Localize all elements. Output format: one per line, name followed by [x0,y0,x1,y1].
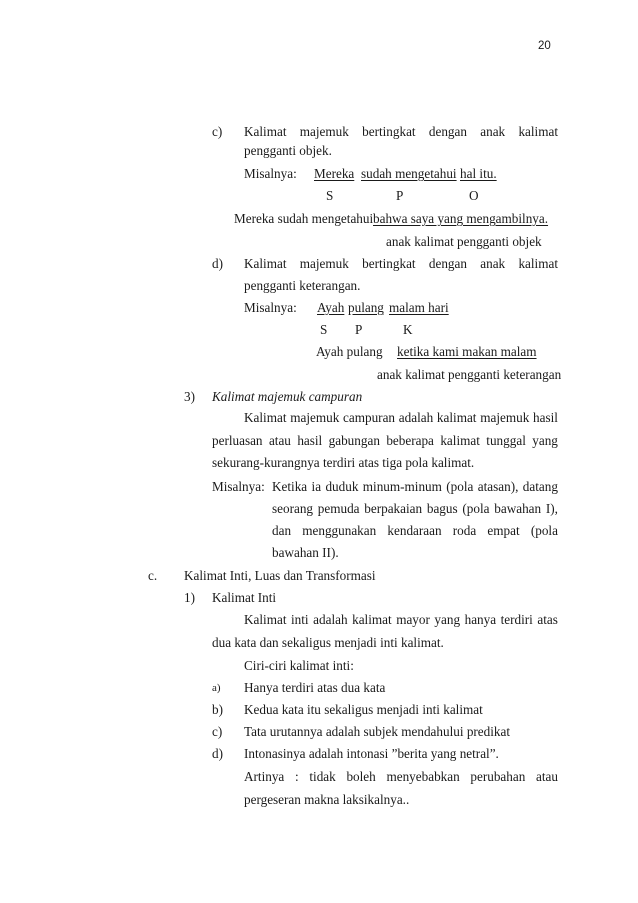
feature-c-marker: c) [212,724,223,739]
section-3-example-line3-word: empat [487,523,520,538]
sub1-para-line1-word: Kalimat [244,612,287,627]
section-3-example-line1-word: (pola [446,479,474,494]
item-c-example-word-2: sudah mengetahui [361,166,457,181]
feature-a-marker: a) [212,682,221,694]
sub1-meaning-line1-word: menyebabkan [386,769,460,784]
sub1-meaning-line1-word: : [295,769,299,784]
section-3-para-line2-word: kalimat [440,433,480,448]
sub1-meaning-line1-word: atau [536,769,558,784]
section-3-example-line1-word: duduk [325,479,359,494]
section-3-example-line1-word: datang [522,479,558,494]
page-number: 20 [538,40,551,52]
item-d-line1-word: bertingkat [362,256,416,271]
section-3-para-line2-word: gabungan [328,433,380,448]
item-c-example-label: Misalnya: [244,166,297,181]
sub1-para-line2: dua kata dan sekaligus menjadi inti kalimat. [212,635,444,650]
item-d-sentence-underlined: ketika kami makan malam [397,344,537,359]
section-3-para-line1-word: majemuk [290,410,340,425]
item-d-example-word-2: pulang [348,300,384,315]
section-3-number: 3) [184,389,195,404]
item-d-line1-word: anak [480,256,506,271]
feature-d-text: Intonasinya adalah intonasi ”berita yang netral”. [244,746,499,761]
section-3-example-line2-word: I), [545,501,558,516]
item-c-role-predicate: P [396,188,404,203]
section-3-para-line1-word: Kalimat [244,410,287,425]
section-3-para-line1-word: majemuk [480,410,530,425]
item-d-marker: d) [212,256,223,271]
item-c-line1-word: anak [480,124,506,139]
sub1-meaning-line1-word: perubahan [470,769,526,784]
section-3-para-line1-word: adalah [398,410,434,425]
section-3-example-line3-word: menggunakan [302,523,377,538]
item-c-marker: c) [212,124,223,139]
section-3-para-line1-word: hasil [533,410,558,425]
item-d-clause-label: anak kalimat pengganti keterangan [377,367,562,382]
section-3-example-line2-word: pemuda [317,501,360,516]
item-c-line1 [244,124,558,140]
section-3-example-line1-word: minum-minum [362,479,442,494]
sub1-meaning-line2: pergeseran makna laksikalnya.. [244,792,410,807]
section-3-para-line2-word: beberapa [386,433,434,448]
sub1-para-line1 [244,612,558,628]
section-3-example-line2-word: (pola [462,501,490,516]
sub1-features-intro: Ciri-ciri kalimat inti: [244,658,354,673]
item-d-example-label: Misalnya: [244,300,297,315]
item-c-sentence-underlined: bahwa saya yang mengambilnya. [373,211,549,226]
sub1-para-line1-word: yang [434,612,461,627]
section-3-example-line3-word: kendaraan [387,523,442,538]
item-c-line1-word: dengan [428,124,467,139]
item-d-role-predicate: P [355,322,363,337]
section-3-example-line3 [272,523,558,539]
item-d-line1-word: dengan [428,256,467,271]
item-d-example-word-1: Ayah [317,300,345,315]
item-d-line1-word: Kalimat [244,256,287,271]
item-c-line1-word: Kalimat [244,124,287,139]
section-3-para-line2-word: perluasan [212,433,263,448]
item-d-line1-word: majemuk [299,256,349,271]
section-3-example-line3-word: dan [272,523,292,538]
item-d-line1 [244,256,558,272]
section-3-example-line4: bawahan II). [272,545,339,560]
section-3-para-line2-word: hasil [297,433,323,448]
item-c-line1-word: kalimat [518,124,558,139]
feature-b-text: Kedua kata itu sekaligus menjadi inti kalimat [244,702,483,717]
sub1-para-line1-word: hanya [464,612,497,627]
sub1-para-line1-word: terdiri [500,612,533,627]
item-d-line1-word: kalimat [518,256,558,271]
section-3-example-line3-word: (pola [530,523,558,538]
feature-c-text: Tata urutannya adalah subjek mendahului predikat [244,724,511,739]
item-c-example-word-1: Mereka [314,166,355,181]
item-c-clause-label: anak kalimat pengganti objek [386,234,542,249]
item-c-role-subject: S [326,188,334,203]
sub1-para-line1-word: adalah [313,612,348,627]
item-c-example-word-3: hal itu. [460,166,497,181]
item-d-line2: pengganti keterangan. [244,278,361,293]
section-c-letter: c. [148,568,158,583]
sub1-meaning-line1-word: boleh [346,769,376,784]
item-d-role-adverbial: K [403,322,413,337]
section-3-heading: Kalimat majemuk campuran [212,389,363,404]
section-3-example-line2 [272,501,558,517]
item-c-line2: pengganti objek. [244,143,332,158]
sub1-para-line1-word: kalimat [352,612,392,627]
section-3-example-line1-word: ia [311,479,322,494]
section-3-example-line1-word: atasan), [477,479,519,494]
feature-a-text: Hanya terdiri atas dua kata [244,680,386,695]
sub1-meaning-line1-word: Artinya [244,769,285,784]
section-3-example-label: Misalnya: [212,479,265,494]
sub1-meaning-line1-word: tidak [309,769,336,784]
sub1-para-line1-word: atas [537,612,558,627]
item-c-line1-word: bertingkat [362,124,416,139]
section-3-para-line1 [244,410,558,426]
item-d-role-subject: S [320,322,328,337]
item-d-example-word-3: malam hari [389,300,449,315]
feature-b-marker: b) [212,702,223,717]
sub1-meaning-line1 [244,769,558,785]
section-3-example-line2-word: bawahan [494,501,542,516]
section-3-para-line2 [212,433,558,449]
sub1-number: 1) [184,590,195,605]
section-3-example-line2-word: berpakaian [364,501,423,516]
section-3-para-line3: sekurang-kurangnya terdiri atas tiga pola kalimat. [212,455,475,470]
item-d-sentence-plain: Ayah pulang [316,344,383,359]
item-c-line1-word: majemuk [299,124,349,139]
section-3-para-line2-word: tunggal [486,433,526,448]
section-3-example-line2-word: seorang [272,501,314,516]
section-3-para-line2-word: yang [532,433,558,448]
sub1-para-line1-word: mayor [396,612,430,627]
feature-d-marker: d) [212,746,223,761]
sub1-para-line1-word: inti [291,612,309,627]
section-3-example-line2-word: bagus [426,501,458,516]
section-3-para-line2-word: atau [268,433,291,448]
item-c-sentence-plain: Mereka sudah mengetahui [234,211,374,226]
section-3-example-line1 [272,479,558,495]
section-3-para-line1-word: campuran [343,410,396,425]
section-3-para-line1-word: kalimat [436,410,477,425]
item-c-role-object: O [469,188,479,203]
section-3-example-line1-word: Ketika [272,479,308,494]
sub1-heading: Kalimat Inti [212,590,277,605]
section-c-heading: Kalimat Inti, Luas dan Transformasi [184,568,376,583]
section-3-example-line3-word: roda [452,523,477,538]
